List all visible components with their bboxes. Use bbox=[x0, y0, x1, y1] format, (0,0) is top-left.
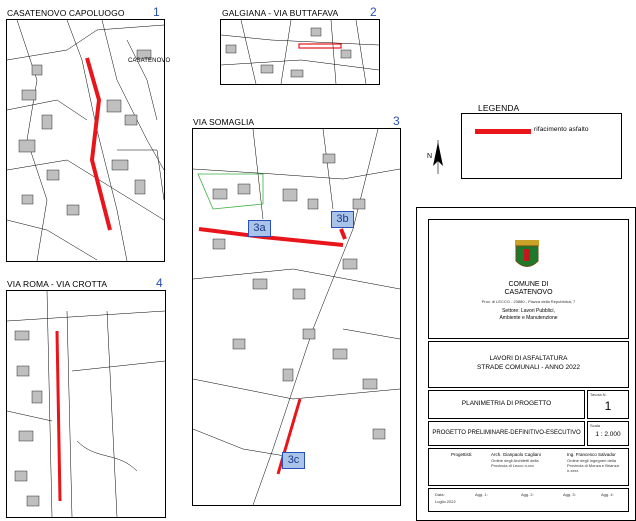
map2-frame bbox=[220, 19, 380, 85]
revision-2: Agg. 2: bbox=[521, 492, 534, 497]
designers-label: Progettisti: bbox=[451, 452, 473, 457]
designer1: Arch. Gianpaolo Cagliani bbox=[491, 452, 541, 457]
sector-line1: Settore: Lavori Pubblici, bbox=[502, 308, 555, 314]
map1-map-text: CASATENOVO bbox=[128, 58, 171, 64]
date: Luglio 2022 bbox=[435, 499, 456, 504]
legend-title: LEGENDA bbox=[478, 103, 520, 113]
map3-drawing bbox=[193, 129, 400, 505]
logo-box bbox=[428, 219, 629, 339]
tag-3b: 3b bbox=[331, 211, 354, 228]
table-number-box bbox=[587, 390, 629, 419]
table-number: 1 bbox=[604, 399, 612, 413]
map2-drawing bbox=[221, 20, 379, 84]
cartouche bbox=[416, 207, 636, 521]
legend-swatch bbox=[475, 129, 531, 134]
project-box bbox=[428, 341, 629, 388]
revision-3: Agg. 3: bbox=[563, 492, 576, 497]
revision-4: Agg. 4: bbox=[601, 492, 614, 497]
phase-box bbox=[428, 421, 585, 446]
map1-number: 1 bbox=[153, 5, 160, 19]
municipality-line2: CASATENOVO bbox=[504, 289, 553, 296]
map3-title: VIA SOMAGLIA bbox=[193, 117, 255, 127]
municipality-line1: COMUNE DI bbox=[508, 281, 549, 288]
map2-asphalt-route bbox=[299, 44, 341, 48]
legend-item-label: rifacimento asfalto bbox=[534, 126, 589, 133]
drawing-title-box bbox=[428, 390, 585, 419]
map2-title: GALGIANA - VIA BUTTAFAVA bbox=[222, 8, 339, 18]
map1-frame bbox=[6, 19, 171, 262]
legend-box bbox=[461, 113, 622, 179]
drawing-title: PLANIMETRIA DI PROGETTO bbox=[461, 400, 552, 407]
map4-asphalt-route bbox=[57, 331, 60, 501]
map2-number: 2 bbox=[370, 5, 377, 19]
map4-frame bbox=[6, 290, 166, 518]
map3-number: 3 bbox=[393, 114, 400, 128]
map3-asphalt-route-3b bbox=[341, 229, 345, 239]
map4-drawing bbox=[7, 291, 165, 517]
project-line1: LAVORI DI ASFALTATURA bbox=[489, 355, 568, 362]
coat-of-arms-icon bbox=[511, 237, 543, 273]
designer2: Ing. Francesco Salvador bbox=[567, 452, 616, 457]
phase: PROGETTO PRELIMINARE-DEFINITIVO-ESECUTIVO bbox=[432, 430, 581, 436]
map3-frame bbox=[192, 128, 401, 506]
map4-title: VIA ROMA - VIA CROTTA bbox=[7, 279, 108, 289]
designers-box bbox=[428, 448, 629, 486]
scale-label: Scala bbox=[590, 423, 601, 428]
revision-1: Agg. 1: bbox=[475, 492, 488, 497]
map1-asphalt-route bbox=[87, 58, 110, 230]
sector-line2: Ambiente e Manutenzione bbox=[499, 315, 558, 321]
tag-3a: 3a bbox=[248, 220, 271, 237]
north-label: N bbox=[427, 153, 433, 160]
municipality-address: Prov. di LECCO - 23880 - Piazza della Repubblica, 7 bbox=[481, 299, 576, 304]
revisions-row bbox=[428, 488, 629, 512]
scale: 1 : 2.000 bbox=[595, 431, 621, 438]
designer2-sub: Ordine degli Ingegneri della Provincia di Monza e Brianza n.xxxx bbox=[567, 458, 619, 473]
table-number-label: Tavola N. bbox=[590, 392, 607, 397]
project-line2: STRADE COMUNALI - ANNO 2022 bbox=[477, 364, 580, 371]
tag-3c: 3c bbox=[282, 452, 305, 469]
map4-number: 4 bbox=[156, 276, 163, 290]
map1-title: CASATENOVO CAPOLUOGO bbox=[7, 8, 125, 18]
map1-drawing bbox=[7, 20, 164, 261]
scale-box bbox=[587, 421, 629, 446]
date-label: Data: bbox=[435, 492, 445, 497]
designer1-sub: Ordine degli Architetti della Provincia di Lecco n.xxx bbox=[491, 458, 539, 468]
north-arrow-icon bbox=[427, 140, 449, 174]
